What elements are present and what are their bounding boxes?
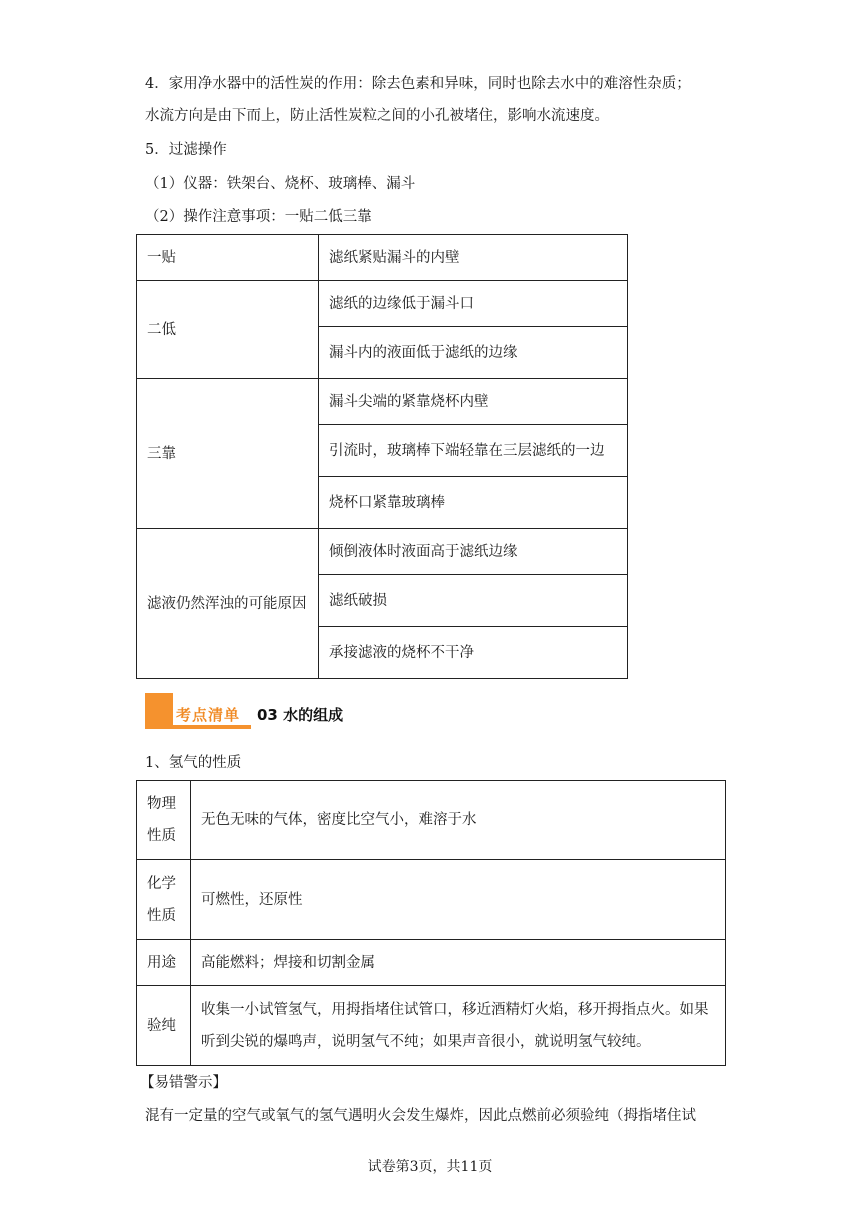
table-row: [137, 281, 628, 327]
row-value: 承接滤液的烧杯不干净: [319, 627, 628, 679]
row-label: 用途: [137, 940, 191, 986]
row-value: 高能燃料；焊接和切割金属: [191, 940, 726, 986]
table-row: [137, 940, 726, 986]
section-heading: [145, 693, 465, 733]
row-value: 滤纸破损: [319, 575, 628, 627]
row-value: 滤纸的边缘低于漏斗口: [319, 281, 628, 327]
row-value: 倾倒液体时液面高于滤纸边缘: [319, 529, 628, 575]
badge-square: [145, 693, 173, 727]
table-row: [137, 781, 726, 860]
page-footer: 试卷第3页，共11页: [367, 1159, 493, 1175]
hydrogen-table: [136, 780, 726, 1066]
row-value: 引流时，玻璃棒下端轻靠在三层滤纸的一边: [319, 425, 628, 477]
row-value: 收集一小试管氢气，用拇指堵住试管口，移近酒精灯火焰，移开拇指点火。如果听到尖锐的爆鸣声，说明氢气不纯；如果声音很小，就说明氢气较纯。: [191, 986, 726, 1066]
row-value: 滤纸紧贴漏斗的内壁: [319, 235, 628, 281]
table-row: [137, 986, 726, 1066]
instruments-line: （1）仪器：铁架台、烧杯、玻璃棒、漏斗: [145, 176, 416, 192]
row-value: 漏斗内的液面低于滤纸的边缘: [319, 327, 628, 379]
row-value: 漏斗尖端的紧靠烧杯内壁: [319, 379, 628, 425]
row-label: 滤液仍然浑浊的可能原因: [137, 529, 319, 679]
item5-title: 5．过滤操作: [145, 142, 227, 158]
table-row: [137, 235, 628, 281]
section-title: 03 水的组成: [257, 706, 344, 724]
table-row: [137, 529, 628, 575]
table-row: [137, 379, 628, 425]
row-label: 验纯: [137, 986, 191, 1066]
row-value: 无色无味的气体，密度比空气小，难溶于水: [191, 781, 726, 860]
hydrogen-title: 1、氢气的性质: [145, 755, 242, 771]
row-value: 烧杯口紧靠玻璃棒: [319, 477, 628, 529]
badge-label: 考点清单: [176, 706, 241, 724]
warning-title: 【易错警示】: [140, 1075, 227, 1091]
filter-table: [136, 234, 628, 679]
notes-line: （2）操作注意事项：一贴二低三靠: [145, 209, 372, 225]
row-label: 物理性质: [137, 781, 191, 860]
paragraph-item4-line2: 水流方向是由下而上，防止活性炭粒之间的小孔被堵住，影响水流速度。: [145, 108, 609, 124]
table-row: [137, 860, 726, 940]
row-label: 三靠: [137, 379, 319, 529]
row-label: 二低: [137, 281, 319, 379]
warning-text: 混有一定量的空气或氧气的氢气遇明火会发生爆炸，因此点燃前必须验纯（拇指堵住试: [145, 1108, 696, 1124]
badge-underline: [145, 725, 251, 729]
row-label: 化学性质: [137, 860, 191, 940]
row-label: 一贴: [137, 235, 319, 281]
row-value: 可燃性，还原性: [191, 860, 726, 940]
paragraph-item4-line1: 4．家用净水器中的活性炭的作用：除去色素和异味，同时也除去水中的难溶性杂质；: [145, 76, 691, 92]
